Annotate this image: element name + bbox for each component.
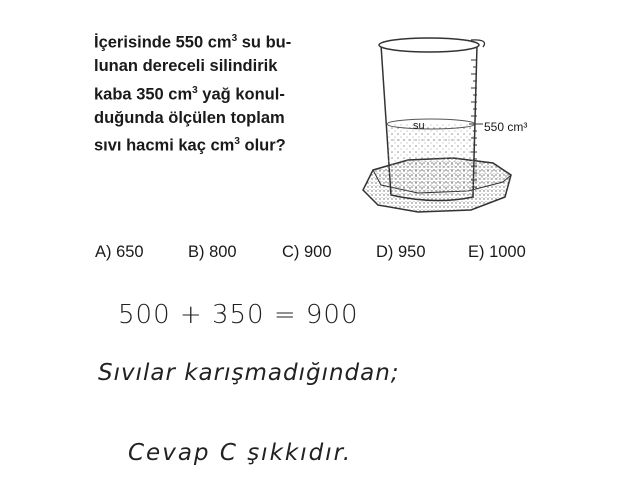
choice-a: A) 650 [95,243,144,261]
choice-d: D) 950 [376,243,426,261]
handwritten-calculation: 500 + 350 = 900 [118,300,359,330]
choice-c: C) 900 [282,243,332,261]
question-line-5: sıvı hacmi kaç $cm^3$ olur? [94,136,286,155]
choice-b: B) 800 [188,243,237,261]
answer-choices [95,243,555,271]
question-text [94,27,344,158]
question-line-3: kaba 350 $cm^3$ yağ konul- [94,84,285,103]
volume-label: 550 cm³ [484,120,528,134]
question-line-1: İçerisinde 550 $cm^3$ su bu- [94,33,292,52]
liquid-label: su [413,120,425,132]
question-line-2: lunan dereceli silindirik [94,57,278,75]
question-line-4: duğunda ölçülen toplam [94,108,285,127]
handwritten-explanation: Sıvılar karışmadığından; [98,360,400,386]
cylinder-body [379,38,485,201]
water-region [387,123,475,195]
choice-e: E) 1000 [468,243,526,261]
handwritten-answer: Cevap C şıkkıdır. [128,440,353,466]
